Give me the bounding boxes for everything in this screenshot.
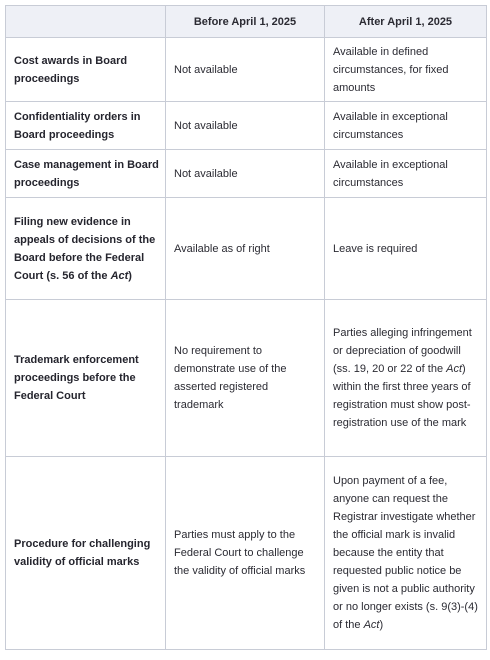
table-row bbox=[6, 38, 487, 102]
after-text-suffix: ) within the first three years of registration must show post-registration use of the mark bbox=[333, 363, 471, 429]
after-text: Parties alleging infringement or depreciation of goodwill (ss. 19, 20 or 22 of the bbox=[333, 327, 472, 375]
after-cell: Available in defined circumstances, for fixed amounts bbox=[325, 38, 487, 102]
before-cell: Available as of right bbox=[166, 198, 325, 300]
after-cell bbox=[325, 300, 487, 457]
table-row bbox=[6, 300, 487, 457]
act-italic: Act bbox=[363, 619, 380, 631]
header-empty-cell bbox=[6, 6, 166, 38]
before-cell: Not available bbox=[166, 102, 325, 150]
row-label: Case management in Board proceedings bbox=[6, 150, 166, 198]
row-label bbox=[6, 198, 166, 300]
before-cell: Not available bbox=[166, 150, 325, 198]
row-label: Confidentiality orders in Board proceedings bbox=[6, 102, 166, 150]
table-row bbox=[6, 150, 487, 198]
before-cell: No requirement to demonstrate use of the asserted registered trademark bbox=[166, 300, 325, 457]
after-text-suffix: ) bbox=[379, 619, 384, 631]
table-row bbox=[6, 457, 487, 650]
after-cell: Leave is required bbox=[325, 198, 487, 300]
header-after: After April 1, 2025 bbox=[325, 6, 487, 38]
row-label-text: Filing new evidence in appeals of decisions of the Board before the Federal Court (s. 56 of the bbox=[14, 215, 156, 282]
after-cell: Available in exceptional circumstances bbox=[325, 150, 487, 198]
act-italic: Act bbox=[446, 363, 463, 375]
header-row bbox=[6, 6, 487, 38]
after-text: Upon payment of a fee, anyone can request the Registrar investigate whether the official mark is invalid because the entity that requested public notice be given is not a public authority or no longer exists (s. 9(3)-(4) of the bbox=[333, 475, 478, 631]
comparison-table bbox=[5, 5, 487, 650]
table-row bbox=[6, 198, 487, 300]
header-before: Before April 1, 2025 bbox=[166, 6, 325, 38]
table-row bbox=[6, 102, 487, 150]
before-cell: Parties must apply to the Federal Court to challenge the validity of official marks bbox=[166, 457, 325, 650]
after-cell bbox=[325, 457, 487, 650]
after-cell: Available in exceptional circumstances bbox=[325, 102, 487, 150]
act-italic: Act bbox=[110, 269, 129, 282]
row-label: Cost awards in Board proceedings bbox=[6, 38, 166, 102]
row-label-suffix: ) bbox=[128, 269, 132, 282]
before-cell: Not available bbox=[166, 38, 325, 102]
row-label: Trademark enforcement proceedings before the Federal Court bbox=[6, 300, 166, 457]
row-label: Procedure for challenging validity of official marks bbox=[6, 457, 166, 650]
